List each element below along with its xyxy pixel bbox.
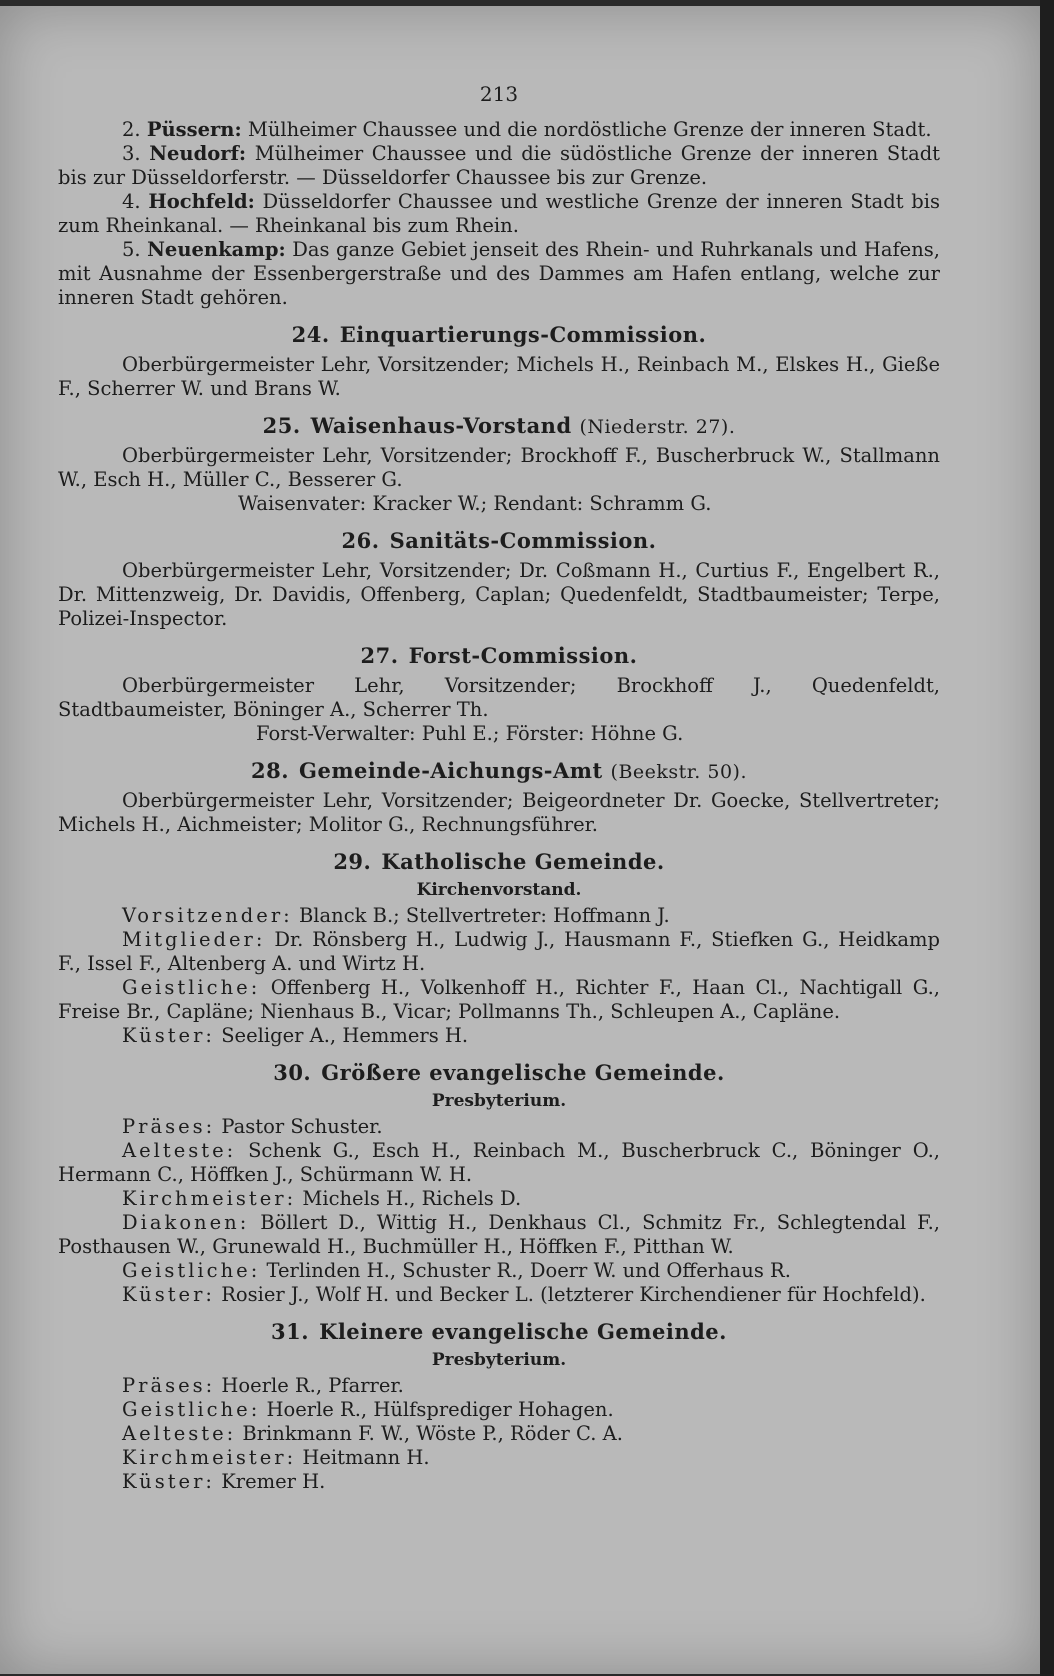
entry: Aelteste: Schenk G., Esch H., Reinbach M., Buscherbruck C., Böninger O., Hermann C., Höffken J., Schürmann W. H. xyxy=(58,1139,940,1186)
district-4: 4. Hochfeld: Düsseldorfer Chaussee und westliche Grenze der inneren Stadt bis zum Rheinkanal. — Rheinkanal bis zum Rhein. xyxy=(58,190,940,237)
page-number: 213 xyxy=(479,82,519,106)
district-name: Neuenkamp: xyxy=(147,238,286,261)
entry: Geistliche: Terlinden H., Schuster R., Doerr W. und Offerhaus R. xyxy=(122,1259,791,1282)
section-text-28: Oberbürgermeister Lehr, Vorsitzender; Beigeordneter Dr. Goecke, Stellvertreter; Michels H., Aichmeister; Molitor G., Rechnungsführer. xyxy=(58,789,940,836)
district-3: 3. Neudorf: Mülheimer Chaussee und die südöstliche Grenze der inneren Stadt bis zur Düsseldorferstr. — Düsseldorfer Chaussee bis zur Grenze. xyxy=(58,142,941,189)
page-content xyxy=(58,82,940,1494)
entry: Kirchmeister: Michels H., Richels D. xyxy=(122,1187,522,1210)
section-heading-31: 31. Kleinere evangelische Gemeinde. xyxy=(271,1319,727,1344)
entry: Präses: Pastor Schuster. xyxy=(122,1115,383,1138)
entry: Diakonen: Böllert D., Wittig H., Denkhaus Cl., Schmitz Fr., Schlegtendal F., Posthausen W., Grunewald H., Buchmüller H., Höffken F., Pitthan W. xyxy=(58,1211,940,1258)
section-text-24: Oberbürgermeister Lehr, Vorsitzender; Michels H., Reinbach M., Elskes H., Gieße F., Scherrer W. und Brans W. xyxy=(58,353,940,400)
entry: Küster: Rosier J., Wolf H. und Becker L. (letzterer Kirchendiener für Hochfeld). xyxy=(122,1283,926,1306)
entry: Geistliche: Hoerle R., Hülfsprediger Hohagen. xyxy=(122,1398,614,1421)
section-heading-29: 29. Katholische Gemeinde. xyxy=(333,849,665,874)
section-line-25: Waisenvater: Kracker W.; Rendant: Schramm G. xyxy=(238,492,712,515)
subheading-29: Kirchenvorstand. xyxy=(416,880,582,900)
entry: Vorsitzender: Blanck B.; Stellvertreter: Hoffmann J. xyxy=(122,904,670,927)
subheading-30: Presbyterium. xyxy=(431,1091,567,1111)
scan-border xyxy=(1040,0,1054,1676)
section-text-26: Oberbürgermeister Lehr, Vorsitzender; Dr. Coßmann H., Curtius F., Engelbert R., Dr. Mittenzweig, Dr. Davidis, Offenberg, Caplan; Quedenfeldt, Stadtbaumeister; Terpe, Polizei-Inspector. xyxy=(58,559,940,630)
section-line-27: Forst-Verwalter: Puhl E.; Förster: Höhne G. xyxy=(256,722,684,745)
district-name: Hochfeld: xyxy=(148,190,255,213)
entry: Kirchmeister: Heitmann H. xyxy=(122,1446,430,1469)
subheading-31: Presbyterium. xyxy=(431,1350,567,1370)
section-heading-28: 28. Gemeinde-Aichungs-Amt (Beekstr. 50). xyxy=(250,758,747,783)
section-heading-27: 27. Forst-Commission. xyxy=(360,643,638,668)
entry: Präses: Hoerle R., Pfarrer. xyxy=(122,1374,404,1397)
entry: Küster: Seeliger A., Hemmers H. xyxy=(122,1024,469,1047)
entry: Geistliche: Offenberg H., Volkenhoff H., Richter F., Haan Cl., Nachtigall G., Freise Br., Capläne; Nienhaus B., Vicar; Pollmanns Th., Schleupen A., Capläne. xyxy=(58,976,940,1023)
section-heading-26: 26. Sanitäts-Commission. xyxy=(341,528,657,553)
section-heading-25: 25. Waisenhaus-Vorstand (Niederstr. 27). xyxy=(262,413,736,438)
entry: Mitglieder: Dr. Rönsberg H., Ludwig J., Hausmann F., Stiefken G., Heidkamp F., Issel F., Altenberg A. und Wirtz H. xyxy=(58,928,940,975)
section-text-27: Oberbürgermeister Lehr, Vorsitzender; Brockhoff J., Quedenfeldt, Stadtbaumeister, Böninger A., Scherrer Th. xyxy=(58,674,940,721)
district-5: 5. Neuenkamp: Das ganze Gebiet jenseit des Rhein- und Ruhrkanals und Hafens, mit Ausnahme der Essenbergerstraße und des Dammes am Hafen entlang, welche zur inneren Stadt gehören. xyxy=(58,238,940,309)
district-2: 2. Püssern: Mülheimer Chaussee und die nordöstliche Grenze der inneren Stadt. xyxy=(122,118,932,141)
section-text-25: Oberbürgermeister Lehr, Vorsitzender; Brockhoff F., Buscherbruck W., Stallmann W., Esch H., Müller C., Besserer G. xyxy=(58,444,940,491)
section-heading-30: 30. Größere evangelische Gemeinde. xyxy=(273,1060,725,1085)
section-heading-24: 24. Einquartierungs-Commission. xyxy=(291,322,707,347)
district-name: Püssern: xyxy=(146,118,242,141)
district-name: Neudorf: xyxy=(149,142,247,165)
entry: Aelteste: Brinkmann F. W., Wöste P., Röder C. A. xyxy=(122,1422,623,1445)
entry: Küster: Kremer H. xyxy=(122,1470,326,1493)
book-page xyxy=(0,6,1040,1674)
